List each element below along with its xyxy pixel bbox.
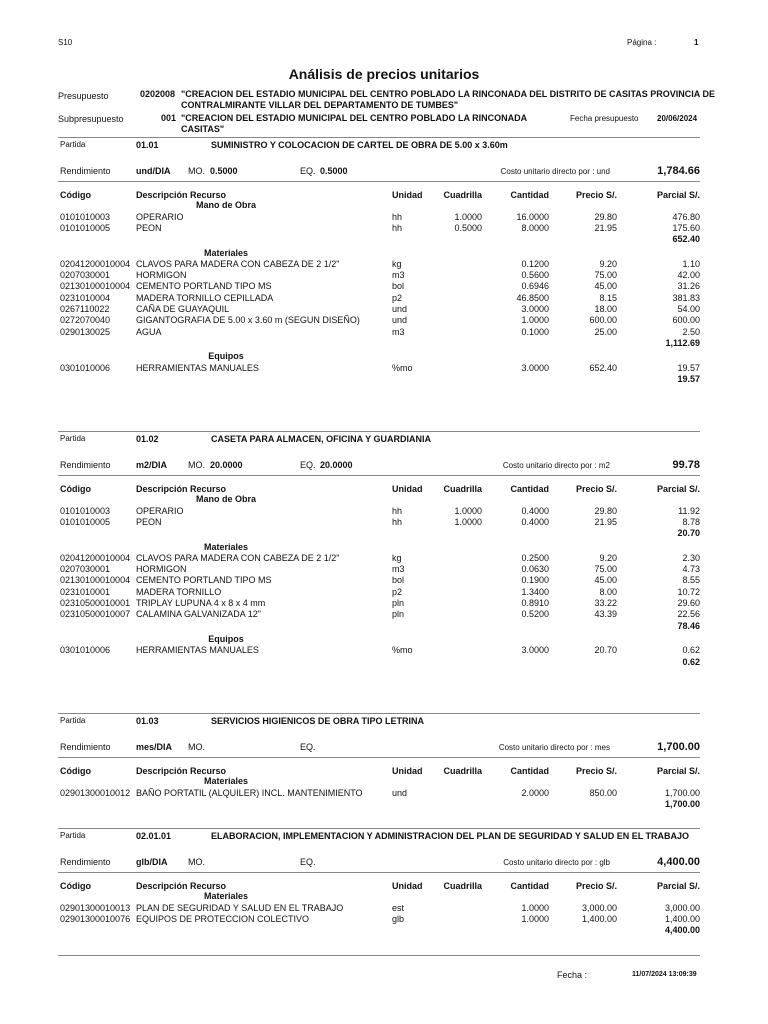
group-heading: Materiales	[203, 891, 249, 902]
rendimiento-unit: mes/DIA	[136, 742, 173, 752]
rendimiento-label: Rendimiento	[60, 166, 111, 176]
mo-label: MO.	[188, 460, 205, 470]
resource-parcial: 8.55	[682, 575, 700, 586]
page-title: Análisis de precios unitarios	[288, 66, 480, 82]
partida-top-divider	[58, 713, 700, 714]
partida-top-divider	[58, 137, 700, 138]
group-subtotal: 1,112.69	[665, 337, 700, 348]
resource-parcial: 600.00	[672, 315, 700, 326]
partida-label: Partida	[60, 140, 86, 149]
col-header-cantidad: Cantidad	[510, 190, 549, 200]
resource-parcial: 29.60	[677, 598, 700, 608]
resource-precio: 43.39	[594, 609, 617, 620]
group-heading: Mano de Obra	[195, 200, 256, 211]
resource-unit: pln	[392, 609, 405, 620]
eq-value: 20.0000	[320, 460, 353, 470]
resource-code: 0207030001	[60, 564, 111, 575]
resource-description: CAÑA DE GUAYAQUIL	[136, 304, 230, 314]
resource-unit: hh	[392, 211, 403, 222]
resource-precio: 29.80	[594, 211, 617, 222]
partida-label: Partida	[60, 434, 86, 443]
presupuesto-text-2: CONTRALMIRANTE VILLAR DEL DEPARTAMENTO DE TUMBES"	[181, 100, 459, 110]
group-subtotal: 652.40	[672, 234, 700, 245]
resource-parcial: 42.00	[677, 270, 700, 281]
resource-parcial: 381.83	[672, 292, 700, 303]
resource-parcial: 8.78	[682, 516, 700, 527]
resource-description: OPERARIO	[136, 505, 184, 516]
rendimiento-unit: m2/DIA	[136, 460, 168, 470]
resource-cantidad: 0.1900	[521, 575, 549, 586]
partida-name: CASETA PARA ALMACEN, OFICINA Y GUARDIANIA	[211, 434, 432, 444]
eq-label: EQ.	[300, 742, 316, 752]
resource-cantidad: 1.0000	[521, 902, 549, 913]
partida-code: 02.01.01	[136, 831, 172, 841]
fecha-presupuesto-value: 20/06/2024	[657, 114, 698, 123]
resource-description: GIGANTOGRAFIA DE 5.00 x 3.60 m (SEGUN DISEÑO)	[136, 315, 360, 326]
group-heading: Materiales	[203, 776, 249, 787]
resource-parcial: 22.56	[677, 609, 700, 620]
col-header-parcial: Parcial S/.	[656, 484, 700, 494]
group-subtotal: 4,400.00	[664, 925, 700, 936]
col-header-parcial: Parcial S/.	[656, 190, 700, 200]
software-code: S10	[58, 38, 73, 47]
partida-top-divider	[58, 431, 700, 432]
col-header-descripcion: Descripción Recurso	[136, 190, 227, 200]
partida-label: Partida	[60, 831, 86, 840]
col-header-unidad: Unidad	[392, 190, 423, 200]
rendimiento-label: Rendimiento	[60, 460, 111, 470]
costo-unitario-value: 99.78	[672, 459, 700, 471]
resource-cantidad: 46.8500	[516, 292, 549, 303]
resource-parcial: 1.10	[682, 258, 700, 269]
resource-unit: %mo	[392, 362, 413, 373]
resource-precio: 21.95	[594, 516, 617, 527]
resource-description: CLAVOS PARA MADERA CON CABEZA DE 2 1/2"	[136, 258, 340, 269]
col-header-descripcion: Descripción Recurso	[136, 766, 227, 776]
resource-cantidad: 3.0000	[521, 645, 549, 656]
group-subtotal: 78.46	[677, 620, 700, 631]
partida-name: ELABORACION, IMPLEMENTACION Y ADMINISTRACION DEL PLAN DE SEGURIDAD Y SALUD EN EL TRABAJO	[211, 831, 690, 841]
resource-precio: 600.00	[589, 315, 617, 326]
resource-unit: und	[392, 315, 408, 326]
resource-precio: 33.22	[594, 598, 617, 608]
footer-fecha-label: Fecha :	[557, 970, 588, 980]
resource-parcial: 2.50	[682, 326, 700, 337]
resource-code: 02041200010004	[60, 552, 131, 563]
resource-parcial: 19.57	[677, 362, 700, 373]
group-subtotal: 1,700.00	[664, 798, 700, 809]
resource-description: EQUIPOS DE PROTECCION COLECTIVO	[136, 913, 310, 924]
resource-precio: 45.00	[594, 281, 617, 292]
resource-unit: bol	[392, 281, 405, 292]
col-header-cantidad: Cantidad	[510, 484, 549, 494]
group-heading: Mano de Obra	[195, 494, 256, 505]
resource-cuadrilla: 1.0000	[454, 211, 482, 222]
resource-description: OPERARIO	[136, 211, 184, 222]
resource-code: 02130100010004	[60, 575, 131, 586]
resource-unit: m3	[392, 326, 405, 337]
mo-label: MO.	[188, 166, 205, 176]
resource-precio: 29.80	[594, 505, 617, 516]
presupuesto-label: Presupuesto	[58, 91, 109, 101]
col-header-codigo: Código	[60, 766, 91, 776]
resource-description: TRIPLAY LUPUNA 4 x 8 x 4 mm	[136, 598, 266, 608]
resource-code: 0101010005	[60, 222, 111, 233]
subpresupuesto-label: Subpresupuesto	[58, 114, 124, 124]
costo-unitario-label: Costo unitario directo por : m2	[502, 461, 610, 470]
resource-code: 0231010001	[60, 586, 111, 597]
resource-code: 02310500010007	[60, 609, 131, 620]
col-header-codigo: Código	[60, 484, 91, 494]
mo-label: MO.	[188, 857, 205, 867]
resource-description: AGUA	[136, 326, 162, 337]
resource-cantidad: 0.5600	[521, 270, 549, 281]
partida-code: 01.03	[136, 716, 159, 726]
col-header-precio: Precio S/.	[575, 766, 617, 776]
group-heading: Equipos	[208, 633, 244, 644]
partida-label: Partida	[60, 716, 86, 725]
resource-unit: bol	[392, 575, 405, 586]
mo-value: 0.5000	[210, 166, 238, 176]
resource-parcial: 31.26	[677, 281, 700, 292]
eq-label: EQ.	[300, 166, 316, 176]
col-header-precio: Precio S/.	[575, 881, 617, 891]
subpresupuesto-text-1: "CREACION DEL ESTADIO MUNICIPAL DEL CENTRO POBLADO LA RINCONADA	[181, 113, 528, 123]
resource-description: CEMENTO PORTLAND TIPO MS	[136, 281, 272, 292]
col-header-cuadrilla: Cuadrilla	[443, 190, 482, 200]
table-header-divider	[58, 475, 700, 476]
resource-code: 0267110022	[60, 304, 110, 314]
resource-unit: kg	[392, 258, 402, 269]
col-header-codigo: Código	[60, 881, 91, 891]
resource-description: CLAVOS PARA MADERA CON CABEZA DE 2 1/2"	[136, 552, 340, 563]
resource-parcial: 476.80	[672, 211, 700, 222]
resource-precio: 75.00	[594, 564, 617, 575]
resource-cantidad: 16.0000	[516, 211, 549, 222]
partida-top-divider	[58, 828, 700, 829]
resource-unit: %mo	[392, 645, 413, 656]
resource-parcial: 1,700.00	[664, 787, 700, 798]
resource-unit: est	[392, 902, 405, 913]
table-header-divider	[58, 757, 700, 758]
resource-precio: 18.00	[594, 304, 617, 314]
eq-label: EQ.	[300, 460, 316, 470]
group-heading: Materiales	[203, 541, 249, 552]
resource-cantidad: 1.0000	[521, 315, 549, 326]
table-header-divider	[58, 181, 700, 182]
resource-cantidad: 3.0000	[521, 362, 549, 373]
eq-value: 0.5000	[320, 166, 348, 176]
col-header-cuadrilla: Cuadrilla	[443, 766, 482, 776]
col-header-cantidad: Cantidad	[510, 881, 549, 891]
resource-description: PEON	[136, 516, 162, 527]
resource-parcial: 11.92	[678, 505, 700, 516]
resource-description: HERRAMIENTAS MANUALES	[136, 362, 259, 373]
resource-parcial: 175.60	[672, 222, 700, 233]
resource-code: 0231010004	[60, 292, 111, 303]
resource-cantidad: 0.5200	[521, 609, 549, 620]
rendimiento-label: Rendimiento	[60, 857, 111, 867]
resource-unit: m3	[392, 564, 405, 575]
page-label: Página :	[627, 38, 657, 47]
resource-precio: 21.95	[594, 222, 617, 233]
resource-precio: 3,000.00	[581, 902, 617, 913]
col-header-precio: Precio S/.	[575, 484, 617, 494]
footer-fecha-value: 11/07/2024 13:09:39	[632, 971, 697, 978]
resource-precio: 9.20	[599, 552, 617, 563]
presupuesto-code: 0202008	[140, 89, 176, 99]
resource-description: PEON	[136, 222, 162, 233]
resource-precio: 8.00	[599, 586, 617, 597]
resource-unit: hh	[392, 505, 403, 516]
resource-cantidad: 0.1200	[521, 258, 549, 269]
resource-precio: 25.00	[594, 326, 617, 337]
mo-value: 20.0000	[210, 460, 243, 470]
resource-cantidad: 8.0000	[521, 222, 549, 233]
resource-unit: pln	[392, 598, 405, 608]
costo-unitario-label: Costo unitario directo por : und	[500, 167, 610, 176]
resource-code: 0101010003	[60, 211, 111, 222]
resource-code: 02901300010012	[60, 787, 131, 798]
resource-code: 02130100010004	[60, 281, 131, 292]
resource-code: 0101010003	[60, 505, 111, 516]
resource-code: 0290130025	[60, 326, 111, 337]
resource-cantidad: 1.3400	[521, 586, 549, 597]
costo-unitario-value: 4,400.00	[657, 856, 700, 868]
resource-description: HORMIGON	[136, 564, 187, 575]
resource-cantidad: 0.2500	[521, 552, 549, 563]
resource-code: 02901300010013	[60, 902, 131, 913]
col-header-cantidad: Cantidad	[510, 766, 549, 776]
presupuesto-text-1: "CREACION DEL ESTADIO MUNICIPAL DEL CENTRO POBLADO LA RINCONADA DEL DISTRITO DE CASITAS PROVINCIA DE	[181, 89, 715, 99]
resource-cantidad: 1.0000	[521, 913, 549, 924]
partida-name: SERVICIOS HIGIENICOS DE OBRA TIPO LETRINA	[211, 716, 425, 726]
resource-description: HERRAMIENTAS MANUALES	[136, 645, 259, 656]
resource-precio: 8.15	[599, 292, 617, 303]
resource-precio: 45.00	[594, 575, 617, 586]
costo-unitario-value: 1,700.00	[657, 741, 700, 753]
resource-cantidad: 0.8910	[521, 598, 549, 608]
group-heading: Equipos	[208, 351, 244, 362]
costo-unitario-value: 1,784.66	[657, 165, 700, 177]
resource-code: 02901300010076	[60, 913, 131, 924]
col-header-unidad: Unidad	[392, 881, 423, 891]
resource-unit: m3	[392, 270, 405, 281]
group-heading: Materiales	[203, 247, 249, 258]
resource-unit: hh	[392, 222, 403, 233]
resource-cantidad: 0.6946	[521, 281, 549, 292]
resource-code: 02310500010001	[60, 598, 131, 608]
resource-parcial: 2.30	[682, 552, 700, 563]
resource-precio: 850.00	[589, 787, 617, 798]
resource-precio: 20.70	[594, 645, 617, 656]
resource-precio: 652.40	[589, 362, 617, 373]
footer-divider	[58, 955, 700, 956]
resource-precio: 1,400.00	[581, 913, 617, 924]
resource-unit: p2	[392, 586, 403, 597]
resource-unit: hh	[392, 516, 403, 527]
costo-unitario-label: Costo unitario directo por : glb	[503, 858, 610, 867]
resource-code: 0272070040	[60, 315, 111, 326]
resource-cuadrilla: 1.0000	[454, 505, 482, 516]
partida-name: SUMINISTRO Y COLOCACION DE CARTEL DE OBRA DE 5.00 x 3.60m	[211, 140, 508, 150]
partida-code: 01.02	[136, 434, 159, 444]
resource-unit: und	[392, 787, 408, 798]
resource-cuadrilla: 1.0000	[454, 516, 482, 527]
resource-unit: kg	[392, 552, 402, 563]
resource-unit: glb	[392, 913, 405, 924]
resource-code: 0301010006	[60, 362, 111, 373]
rendimiento-unit: glb/DIA	[136, 857, 168, 867]
resource-cantidad: 2.0000	[521, 787, 549, 798]
col-header-descripcion: Descripción Recurso	[136, 881, 227, 891]
col-header-codigo: Código	[60, 190, 91, 200]
resource-cantidad: 0.4000	[521, 505, 549, 516]
resource-parcial: 1,400.00	[664, 913, 700, 924]
resource-parcial: 10.72	[677, 586, 700, 597]
resource-code: 0101010005	[60, 516, 111, 527]
resource-description: MADERA TORNILLO	[136, 586, 222, 597]
col-header-precio: Precio S/.	[575, 190, 617, 200]
rendimiento-unit: und/DIA	[136, 166, 171, 176]
subpresupuesto-code: 001	[161, 113, 177, 123]
page-number: 1	[694, 38, 699, 47]
resource-unit: p2	[392, 292, 403, 303]
rendimiento-label: Rendimiento	[60, 742, 111, 752]
resource-parcial: 3,000.00	[664, 902, 700, 913]
resource-cantidad: 0.0630	[521, 564, 549, 575]
resource-code: 02041200010004	[60, 258, 131, 269]
resource-cantidad: 3.0000	[521, 304, 549, 314]
resource-cantidad: 0.1000	[521, 326, 549, 337]
col-header-parcial: Parcial S/.	[656, 766, 700, 776]
resource-description: MADERA TORNILLO CEPILLADA	[136, 292, 274, 303]
fecha-presupuesto-label: Fecha presupuesto	[570, 114, 639, 123]
mo-label: MO.	[188, 742, 205, 752]
col-header-parcial: Parcial S/.	[656, 881, 700, 891]
subpresupuesto-text-2: CASITAS"	[181, 124, 225, 134]
resource-precio: 75.00	[594, 270, 617, 281]
resource-parcial: 0.62	[682, 645, 700, 656]
resource-description: BAÑO PORTATIL (ALQUILER) INCL. MANTENIMIENTO	[136, 787, 363, 798]
group-subtotal: 0.62	[682, 656, 700, 667]
partida-code: 01.01	[136, 140, 159, 150]
col-header-cuadrilla: Cuadrilla	[443, 881, 482, 891]
group-subtotal: 20.70	[677, 528, 700, 539]
col-header-unidad: Unidad	[392, 484, 423, 494]
eq-label: EQ.	[300, 857, 316, 867]
group-subtotal: 19.57	[677, 373, 700, 384]
resource-description: PLAN DE SEGURIDAD Y SALUD EN EL TRABAJO	[136, 902, 344, 913]
resource-description: CEMENTO PORTLAND TIPO MS	[136, 575, 272, 586]
resource-precio: 9.20	[599, 258, 617, 269]
costo-unitario-label: Costo unitario directo por : mes	[498, 743, 610, 752]
resource-code: 0301010006	[60, 645, 111, 656]
table-header-divider	[58, 872, 700, 873]
resource-parcial: 54.00	[677, 304, 700, 314]
col-header-descripcion: Descripción Recurso	[136, 484, 227, 494]
resource-description: HORMIGON	[136, 270, 187, 281]
resource-cantidad: 0.4000	[521, 516, 549, 527]
col-header-unidad: Unidad	[392, 766, 423, 776]
resource-cuadrilla: 0.5000	[454, 222, 482, 233]
resource-code: 0207030001	[60, 270, 111, 281]
col-header-cuadrilla: Cuadrilla	[443, 484, 482, 494]
resource-unit: und	[392, 304, 408, 314]
resource-parcial: 4.73	[682, 564, 700, 575]
resource-description: CALAMINA GALVANIZADA 12"	[136, 609, 261, 620]
